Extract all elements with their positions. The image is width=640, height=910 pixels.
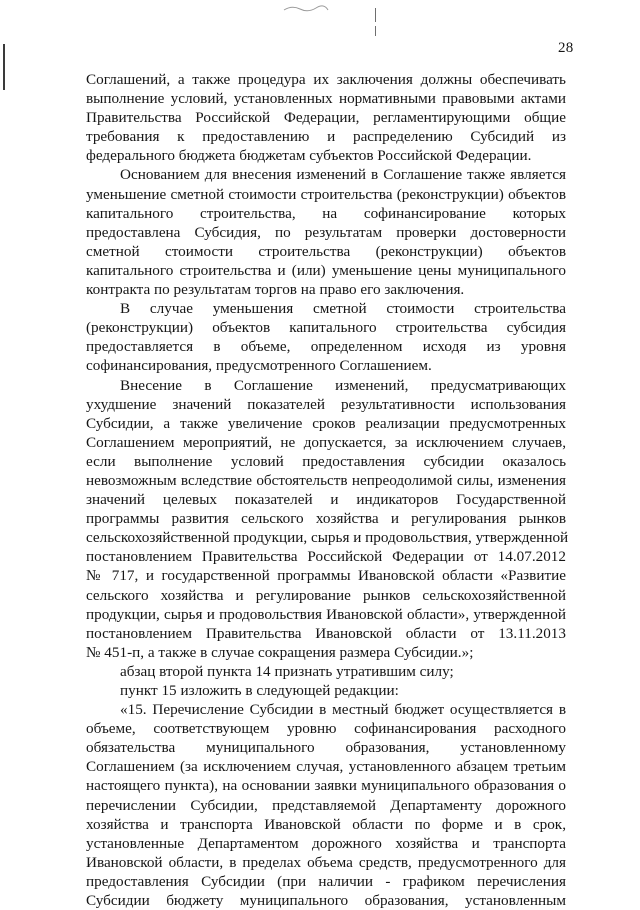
text-line: Соглашением мероприятий, не допускается, за исключением случаев,: [86, 433, 566, 451]
text-line: сельского хозяйства и регулирование рынков сельскохозяйственной: [86, 586, 566, 604]
text-line: установленные Департаментом дорожного хозяйства и транспорта: [86, 834, 566, 852]
text-line: № 717, и государственной программы Ивановской области «Развитие: [86, 567, 566, 585]
text-line: предоставляется в объеме, определенном исходя из уровня: [86, 338, 566, 356]
text-line: Субсидии, а также увеличение сроков реализации предусмотренных: [86, 414, 566, 432]
text-line: контракта по результатам торгов на право его заключения.: [86, 281, 465, 299]
text-line: Ивановской области, в пределах объема средств, предусмотренного для: [86, 853, 566, 871]
text-line: № 451-п, а также в случае сокращения размера Субсидии.»;: [86, 643, 474, 661]
text-line: абзац второй пункта 14 признать утратившим силу;: [120, 662, 454, 680]
text-line: капитального строительства, на софинансирование которых: [86, 204, 566, 222]
text-line: софинансирования, предусмотренного Соглашением.: [86, 357, 432, 375]
text-line: «15. Перечисление Субсидии в местный бюджет осуществляется в: [120, 701, 566, 719]
scan-left-edge-mark: [3, 44, 5, 90]
text-line: Субсидии бюджету муниципального образования, установленным: [86, 892, 566, 910]
text-line: хозяйства и транспорта Ивановской области по форме и в срок,: [86, 815, 566, 833]
text-line: Соглашением (за исключением случая, установленного абзацем третьим: [86, 758, 566, 776]
page-number: 28: [558, 40, 574, 56]
text-line: Основанием для внесения изменений в Соглашение также является: [120, 166, 566, 184]
text-line: (реконструкции) объектов капитального строительства субсидия: [86, 319, 566, 337]
text-line: постановлением Правительства Ивановской области от 13.11.2013: [86, 624, 566, 642]
text-line: продукции, сырья и продовольствия Ивановской области», утвержденной: [86, 605, 566, 623]
text-line: уменьшение сметной стоимости строительства (реконструкции) объектов: [86, 185, 566, 203]
text-line: Соглашений, а также процедура их заключения должны обеспечивать: [86, 71, 566, 88]
text-line: если выполнение условий предоставления субсидии оказалось: [86, 452, 566, 470]
scan-fold-mark-lower: [375, 26, 376, 36]
text-line: сельскохозяйственной продукции, сырья и продовольствия, утвержденной: [86, 529, 569, 547]
text-line: федерального бюджета бюджетам субъектов Российской Федерации.: [86, 147, 532, 165]
text-line: предоставлена Субсидия, по результатам проверки достоверности: [86, 223, 566, 241]
text-line: невозможным вследствие обстоятельств непреодолимой силы, изменения: [86, 471, 566, 489]
text-line: обязательства муниципального образования, установленному: [86, 739, 566, 757]
text-line: программы развития сельского хозяйства и регулирования рынков: [86, 510, 566, 528]
text-line: Внесение в Соглашение изменений, предусматривающих: [120, 376, 566, 394]
text-line: предоставления Субсидии (при наличии - графиком перечисления: [86, 872, 566, 890]
text-line: Правительства Российской Федерации, регламентирующими общие: [86, 109, 566, 127]
text-line: требования к предоставлению и распределению Субсидий из: [86, 128, 566, 146]
text-line: перечислении Субсидии, представляемой Департаменту дорожного: [86, 796, 566, 814]
text-line: значений целевых показателей и индикаторов Государственной: [86, 491, 566, 509]
scan-fold-mark: [375, 8, 376, 22]
text-line: ухудшение значений показателей результативности использования: [86, 395, 566, 413]
text-line: настоящего пункта), на основании заявки муниципального образования о: [86, 777, 566, 795]
text-line: сметной стоимости строительства (реконструкции) объектов: [86, 242, 566, 260]
text-line: В случае уменьшения сметной стоимости строительства: [120, 300, 566, 318]
text-line: постановлением Правительства Российской Федерации от 14.07.2012: [86, 548, 566, 566]
text-line: пункт 15 изложить в следующей редакции:: [120, 682, 399, 699]
text-line: объеме, соответствующем уровню софинансирования расходного: [86, 720, 566, 738]
text-line: выполнение условий, установленных нормативными правовыми актами: [86, 90, 566, 108]
text-line: капитального строительства и (или) уменьшение цены муниципального: [86, 261, 566, 279]
document-body-text: [86, 70, 569, 910]
scan-smudge-icon: [282, 2, 330, 14]
